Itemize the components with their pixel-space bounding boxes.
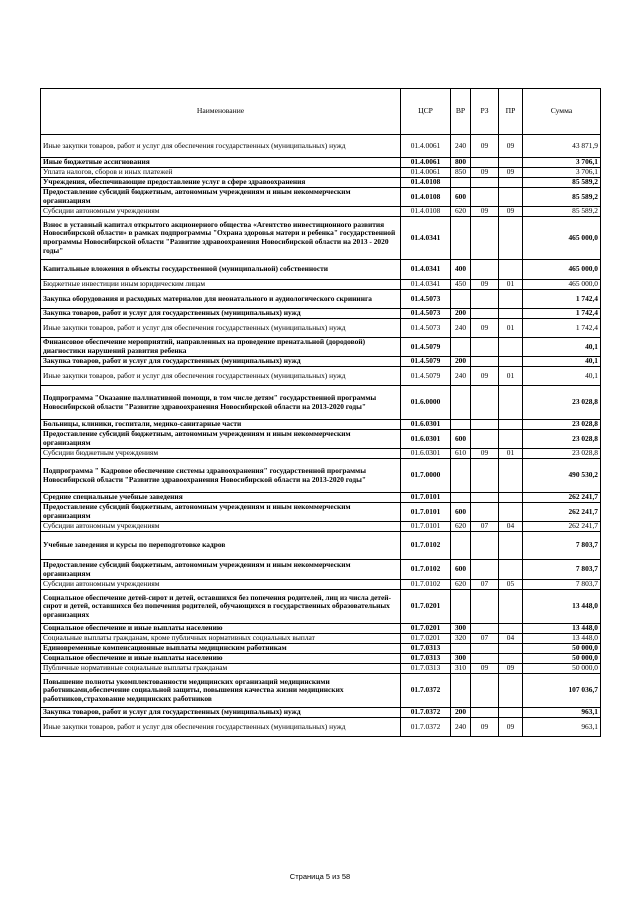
cell-name: Предоставление субсидий бюджетным, автономным учреждениям и иным некоммерческим организациям (41, 503, 401, 522)
table-row (41, 459, 601, 493)
cell-name: Бюджетные инвестиции иным юридическим лицам (41, 280, 401, 290)
cell-csr: 01.7.0201 (401, 624, 451, 634)
table-row (41, 674, 601, 708)
header-sum: Сумма (523, 89, 601, 135)
cell-vr: 600 (451, 503, 471, 522)
cell-rz (471, 158, 499, 168)
table-row (41, 654, 601, 664)
table-row (41, 280, 601, 290)
table-row (41, 430, 601, 449)
cell-pr (499, 260, 523, 280)
cell-sum: 465 000,0 (523, 280, 601, 290)
cell-csr: 01.7.0372 (401, 674, 451, 708)
cell-name: Подпрограмма " Кадровое обеспечение системы здравоохранения" государственной программы Новосибирской области "Развитие здравоохранения Новосибирской области на 2013-2020 годы" (41, 459, 401, 493)
cell-sum: 85 589,2 (523, 207, 601, 217)
table-row (41, 634, 601, 644)
header-pr: ПР (499, 89, 523, 135)
cell-pr (499, 674, 523, 708)
table-row (41, 260, 601, 280)
cell-sum: 40,1 (523, 338, 601, 357)
cell-sum: 1 742,4 (523, 309, 601, 319)
cell-rz (471, 493, 499, 503)
cell-pr: 05 (499, 580, 523, 590)
cell-pr (499, 459, 523, 493)
cell-pr (499, 357, 523, 367)
table-row (41, 644, 601, 654)
cell-csr: 01.7.0102 (401, 532, 451, 560)
cell-csr: 01.6.0301 (401, 449, 451, 459)
cell-csr: 01.7.0201 (401, 634, 451, 644)
cell-rz: 09 (471, 207, 499, 217)
table-row (41, 664, 601, 674)
table-row (41, 319, 601, 338)
cell-csr: 01.7.0101 (401, 493, 451, 503)
table-row (41, 580, 601, 590)
cell-csr: 01.7.0372 (401, 718, 451, 737)
cell-pr: 01 (499, 280, 523, 290)
cell-pr: 01 (499, 319, 523, 338)
cell-sum: 490 530,2 (523, 459, 601, 493)
cell-name: Закупка оборудования и расходных материалов для неонатального и аудиологического скрининга (41, 290, 401, 309)
cell-sum: 43 871,9 (523, 135, 601, 158)
cell-pr (499, 217, 523, 260)
cell-pr (499, 430, 523, 449)
cell-name: Иные закупки товаров, работ и услуг для обеспечения государственных (муниципальных) нужд (41, 718, 401, 737)
cell-name: Средние специальные учебные заведения (41, 493, 401, 503)
header-vr: ВР (451, 89, 471, 135)
cell-pr: 04 (499, 634, 523, 644)
cell-name: Взнос в уставный капитал открытого акционерного общества «Агентство инвестиционного развития Новосибирской области» в рамках подпрограммы "Охрана здоровья матери и ребенка" государственной программы Новосибирской области "Развитие здравоохранения Новосибирской области на 2013 - 2020 годы" (41, 217, 401, 260)
cell-vr: 600 (451, 560, 471, 580)
cell-csr: 01.7.0000 (401, 459, 451, 493)
cell-sum: 3 706,1 (523, 158, 601, 168)
cell-pr (499, 708, 523, 718)
cell-sum: 85 589,2 (523, 178, 601, 188)
cell-name: Капитальные вложения в объекты государственной (муниципальной) собственности (41, 260, 401, 280)
cell-sum: 13 448,0 (523, 624, 601, 634)
cell-pr: 01 (499, 449, 523, 459)
cell-pr: 09 (499, 718, 523, 737)
cell-vr: 600 (451, 430, 471, 449)
cell-rz (471, 357, 499, 367)
cell-pr (499, 644, 523, 654)
cell-name: Закупка товаров, работ и услуг для государственных (муниципальных) нужд (41, 708, 401, 718)
cell-vr: 320 (451, 634, 471, 644)
cell-pr: 09 (499, 168, 523, 178)
cell-vr (451, 674, 471, 708)
cell-rz: 09 (471, 168, 499, 178)
cell-sum: 50 000,0 (523, 644, 601, 654)
cell-pr (499, 338, 523, 357)
header-name: Наименование (41, 89, 401, 135)
cell-rz: 09 (471, 664, 499, 674)
cell-vr: 310 (451, 664, 471, 674)
cell-name: Субсидии автономным учреждениям (41, 580, 401, 590)
table-row (41, 532, 601, 560)
cell-name: Субсидии автономным учреждениям (41, 522, 401, 532)
cell-name: Социальное обеспечение детей-сирот и детей, оставшихся без попечения родителей, лиц из числа детей-сирот и детей, оставшихся без попечения родителей, обучающихся в государственных образовательных организациях (41, 590, 401, 624)
cell-pr: 09 (499, 207, 523, 217)
cell-rz (471, 459, 499, 493)
cell-pr (499, 493, 523, 503)
table-row (41, 522, 601, 532)
cell-rz (471, 178, 499, 188)
cell-csr: 01.4.5079 (401, 357, 451, 367)
table-row (41, 449, 601, 459)
cell-pr (499, 420, 523, 430)
cell-csr: 01.4.0061 (401, 158, 451, 168)
cell-csr: 01.4.5079 (401, 338, 451, 357)
cell-rz (471, 624, 499, 634)
cell-rz (471, 503, 499, 522)
cell-pr (499, 590, 523, 624)
cell-name: Учебные заведения и курсы по переподготовке кадров (41, 532, 401, 560)
cell-csr: 01.4.5073 (401, 290, 451, 309)
cell-csr: 01.7.0101 (401, 522, 451, 532)
cell-vr (451, 590, 471, 624)
cell-vr (451, 290, 471, 309)
cell-csr: 01.7.0102 (401, 580, 451, 590)
cell-rz (471, 654, 499, 664)
cell-vr (451, 493, 471, 503)
cell-sum: 40,1 (523, 367, 601, 386)
cell-pr (499, 532, 523, 560)
cell-rz: 09 (471, 280, 499, 290)
cell-name: Социальное обеспечение и иные выплаты населению (41, 654, 401, 664)
cell-vr: 200 (451, 708, 471, 718)
cell-vr: 300 (451, 624, 471, 634)
cell-pr (499, 503, 523, 522)
cell-sum: 7 803,7 (523, 580, 601, 590)
cell-name: Иные бюджетные ассигнования (41, 158, 401, 168)
cell-rz: 09 (471, 135, 499, 158)
cell-rz (471, 708, 499, 718)
cell-vr: 240 (451, 367, 471, 386)
cell-rz (471, 260, 499, 280)
cell-rz: 09 (471, 718, 499, 737)
cell-pr (499, 290, 523, 309)
cell-sum: 23 028,8 (523, 449, 601, 459)
cell-vr (451, 386, 471, 420)
cell-csr: 01.4.0108 (401, 178, 451, 188)
cell-sum: 107 036,7 (523, 674, 601, 708)
cell-vr (451, 217, 471, 260)
cell-csr: 01.4.0341 (401, 280, 451, 290)
table-row (41, 590, 601, 624)
cell-csr: 01.4.0108 (401, 207, 451, 217)
cell-csr: 01.6.0000 (401, 386, 451, 420)
table-header-row (41, 89, 601, 135)
table-row (41, 503, 601, 522)
cell-vr: 200 (451, 357, 471, 367)
cell-name: Больницы, клиники, госпитали, медико-санитарные части (41, 420, 401, 430)
cell-sum: 13 448,0 (523, 590, 601, 624)
cell-name: Уплата налогов, сборов и иных платежей (41, 168, 401, 178)
cell-sum: 262 241,7 (523, 503, 601, 522)
cell-pr: 01 (499, 367, 523, 386)
cell-rz (471, 644, 499, 654)
cell-sum: 465 000,0 (523, 260, 601, 280)
cell-name: Предоставление субсидий бюджетным, автономным учреждениям и иным некоммерческим организациям (41, 560, 401, 580)
page-number: Страница 5 из 58 (289, 872, 351, 881)
cell-vr (451, 420, 471, 430)
cell-csr: 01.6.0301 (401, 430, 451, 449)
cell-csr: 01.7.0313 (401, 644, 451, 654)
cell-name: Единовременные компенсационные выплаты медицинским работникам (41, 644, 401, 654)
cell-name: Иные закупки товаров, работ и услуг для обеспечения государственных (муниципальных) нужд (41, 367, 401, 386)
cell-name: Субсидии бюджетным учреждениям (41, 449, 401, 459)
cell-sum: 7 803,7 (523, 560, 601, 580)
cell-vr: 610 (451, 449, 471, 459)
cell-rz: 07 (471, 634, 499, 644)
cell-pr (499, 309, 523, 319)
cell-csr: 01.7.0313 (401, 654, 451, 664)
cell-csr: 01.4.0061 (401, 135, 451, 158)
cell-rz (471, 338, 499, 357)
cell-vr: 400 (451, 260, 471, 280)
cell-vr: 200 (451, 309, 471, 319)
table-row (41, 386, 601, 420)
table-row (41, 188, 601, 207)
header-csr: ЦСР (401, 89, 451, 135)
cell-pr (499, 654, 523, 664)
cell-csr: 01.4.0341 (401, 260, 451, 280)
cell-name: Повышение полноты укомплектованности медицинских организаций медицинскими работниками,обеспечение социальной защиты, повышения качества жизни медицинских работников,страхование медицинских работников (41, 674, 401, 708)
cell-vr (451, 459, 471, 493)
cell-rz: 09 (471, 319, 499, 338)
table-row (41, 718, 601, 737)
table-row (41, 135, 601, 158)
cell-name: Публичные нормативные социальные выплаты гражданам (41, 664, 401, 674)
cell-vr: 620 (451, 207, 471, 217)
cell-sum: 465 000,0 (523, 217, 601, 260)
cell-sum: 1 742,4 (523, 290, 601, 309)
cell-rz (471, 309, 499, 319)
cell-vr: 600 (451, 188, 471, 207)
cell-sum: 963,1 (523, 718, 601, 737)
cell-pr (499, 158, 523, 168)
cell-vr (451, 338, 471, 357)
cell-vr (451, 644, 471, 654)
cell-vr: 240 (451, 319, 471, 338)
cell-sum: 7 803,7 (523, 532, 601, 560)
table-row (41, 493, 601, 503)
cell-name: Иные закупки товаров, работ и услуг для обеспечения государственных (муниципальных) нужд (41, 319, 401, 338)
cell-csr: 01.7.0201 (401, 590, 451, 624)
cell-sum: 23 028,8 (523, 386, 601, 420)
cell-rz (471, 386, 499, 420)
cell-vr (451, 178, 471, 188)
cell-name: Предоставление субсидий бюджетным, автономным учреждениям и иным некоммерческим организациям (41, 430, 401, 449)
cell-rz (471, 430, 499, 449)
cell-name: Учреждения, обеспечивающие предоставление услуг в сфере здравоохранения (41, 178, 401, 188)
cell-name: Предоставление субсидий бюджетным, автономным учреждениям и иным некоммерческим организациям (41, 188, 401, 207)
cell-sum: 13 448,0 (523, 634, 601, 644)
table-row (41, 338, 601, 357)
table-row (41, 357, 601, 367)
cell-name: Иные закупки товаров, работ и услуг для обеспечения государственных (муниципальных) нужд (41, 135, 401, 158)
cell-name: Финансовое обеспечение мероприятий, направленных на проведение пренатальной (дородовой) диагностики нарушений развития ребенка (41, 338, 401, 357)
cell-pr (499, 178, 523, 188)
table-row (41, 207, 601, 217)
cell-vr: 240 (451, 135, 471, 158)
cell-pr: 09 (499, 664, 523, 674)
cell-name: Социальное обеспечение и иные выплаты населению (41, 624, 401, 634)
cell-name: Субсидии автономным учреждениям (41, 207, 401, 217)
table-row (41, 158, 601, 168)
cell-csr: 01.7.0101 (401, 503, 451, 522)
cell-vr: 620 (451, 580, 471, 590)
cell-sum: 40,1 (523, 357, 601, 367)
table-row (41, 367, 601, 386)
table-row (41, 624, 601, 634)
cell-pr (499, 624, 523, 634)
cell-csr: 01.6.0301 (401, 420, 451, 430)
cell-rz (471, 674, 499, 708)
cell-vr: 800 (451, 158, 471, 168)
cell-sum: 50 000,0 (523, 654, 601, 664)
cell-csr: 01.4.0061 (401, 168, 451, 178)
cell-rz (471, 290, 499, 309)
cell-rz (471, 590, 499, 624)
cell-name: Социальные выплаты гражданам, кроме публичных нормативных социальных выплат (41, 634, 401, 644)
table-row (41, 290, 601, 309)
table-row (41, 168, 601, 178)
cell-rz (471, 188, 499, 207)
cell-name: Закупка товаров, работ и услуг для государственных (муниципальных) нужд (41, 309, 401, 319)
cell-rz (471, 420, 499, 430)
cell-sum: 262 241,7 (523, 493, 601, 503)
cell-pr (499, 560, 523, 580)
cell-pr (499, 188, 523, 207)
cell-csr: 01.4.5079 (401, 367, 451, 386)
cell-sum: 23 028,8 (523, 420, 601, 430)
cell-rz (471, 532, 499, 560)
cell-sum: 3 706,1 (523, 168, 601, 178)
cell-name: Подпрограмма "Оказание паллиативной помощи, в том числе детям" государственной программы Новосибирской области "Развитие здравоохранения Новосибирской области на 2013-2020 годы" (41, 386, 401, 420)
cell-sum: 262 241,7 (523, 522, 601, 532)
cell-sum: 1 742,4 (523, 319, 601, 338)
cell-sum: 963,1 (523, 708, 601, 718)
cell-csr: 01.7.0372 (401, 708, 451, 718)
cell-rz: 09 (471, 449, 499, 459)
cell-rz: 07 (471, 522, 499, 532)
cell-csr: 01.4.0108 (401, 188, 451, 207)
cell-csr: 01.4.0341 (401, 217, 451, 260)
table-row (41, 217, 601, 260)
table-body (41, 89, 601, 737)
table-row (41, 420, 601, 430)
cell-csr: 01.4.5073 (401, 309, 451, 319)
cell-vr: 850 (451, 168, 471, 178)
cell-name: Закупка товаров, работ и услуг для государственных (муниципальных) нужд (41, 357, 401, 367)
budget-table (40, 88, 601, 737)
cell-vr: 300 (451, 654, 471, 664)
table-row (41, 560, 601, 580)
cell-rz: 07 (471, 580, 499, 590)
cell-pr: 04 (499, 522, 523, 532)
header-rz: РЗ (471, 89, 499, 135)
cell-vr: 450 (451, 280, 471, 290)
table-row (41, 178, 601, 188)
table-row (41, 708, 601, 718)
cell-sum: 50 000,0 (523, 664, 601, 674)
cell-sum: 85 589,2 (523, 188, 601, 207)
cell-sum: 23 028,8 (523, 430, 601, 449)
cell-csr: 01.7.0102 (401, 560, 451, 580)
cell-vr: 620 (451, 522, 471, 532)
cell-pr: 09 (499, 135, 523, 158)
cell-csr: 01.7.0313 (401, 664, 451, 674)
cell-pr (499, 386, 523, 420)
cell-rz (471, 217, 499, 260)
cell-csr: 01.4.5073 (401, 319, 451, 338)
cell-vr: 240 (451, 718, 471, 737)
cell-rz: 09 (471, 367, 499, 386)
table-row (41, 309, 601, 319)
cell-rz (471, 560, 499, 580)
cell-vr (451, 532, 471, 560)
